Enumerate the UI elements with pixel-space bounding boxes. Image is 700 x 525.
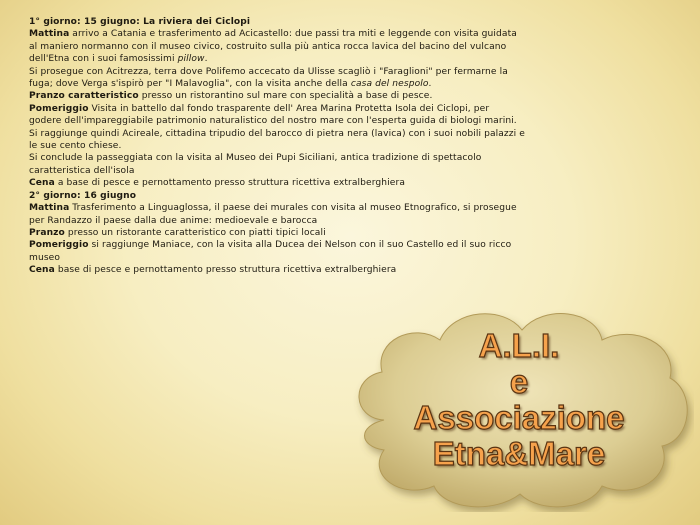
day1-dinner-label: Cena	[29, 178, 55, 189]
day1-morning-line	[29, 28, 605, 40]
day1-lunch-text: presso un ristorantino sul mare con specialità a base di pesce.	[138, 91, 433, 102]
day1-morning-line-3	[29, 53, 605, 65]
day2-header: 2° giorno: 16 giugno	[29, 190, 137, 201]
cloud-line-etna-mare: Etna&Mare	[432, 435, 606, 472]
day1-morning-text-3b: .	[204, 54, 208, 65]
day1-afternoon-text-5: Si conclude la passeggiata con la visita al Museo dei Pupi Siciliani, antica tradizione di spettacolo	[29, 153, 482, 164]
day2-afternoon-text-1: si raggiunge Maniace, con la visita alla Ducea dei Nelson con il suo Castello ed il suo ricco	[88, 240, 512, 251]
day2-dinner-line	[29, 264, 605, 276]
day1-dinner-text: a base di pesce e pernottamento presso struttura ricettiva extralberghiera	[54, 178, 405, 189]
day2-lunch-text: presso un ristorante caratteristico con piatti tipici locali	[64, 227, 326, 238]
day2-morning-line	[29, 202, 605, 214]
organizer-cloud	[344, 300, 694, 512]
day2-dinner-label: Cena	[29, 265, 55, 276]
day2-afternoon-text-2: museo	[29, 252, 61, 263]
day1-afternoon-line	[29, 103, 605, 115]
day2-afternoon-line	[29, 239, 605, 251]
day1-casa-del-nespolo: casa del nespolo	[350, 79, 429, 90]
day1-lunch-label: Pranzo caratteristico	[29, 91, 139, 102]
day2-lunch-line	[29, 227, 605, 239]
day1-morning-text-4: Si prosegue con Acitrezza, terra dove Polifemo accecato da Ulisse scagliò i "Faraglioni" per fermarne la	[29, 66, 508, 77]
day1-morning-text-5a: fuga; dove Verga s'ispirò per "I Malavoglia", con la visita anche della	[29, 79, 351, 90]
cloud-line-ali: A.L.I.	[478, 327, 560, 364]
cloud-line-e: e	[509, 363, 529, 400]
day1-afternoon-text-4: le sue cento chiese.	[29, 141, 122, 152]
day2-lunch-label: Pranzo	[29, 227, 65, 238]
day1-afternoon-text-1: Visita in battello dal fondo trasparente dell' Area Marina Protetta Isola dei Ciclopi, per	[88, 103, 490, 114]
day1-lunch-line	[29, 90, 605, 102]
itinerary-text	[29, 16, 605, 277]
day2-morning-label: Mattina	[29, 203, 70, 214]
day1-header: 1° giorno: 15 giugno: La riviera dei Ciclopi	[29, 17, 251, 27]
day2-afternoon-label: Pomeriggio	[29, 240, 89, 251]
day2-morning-text-1: Trasferimento a Linguaglossa, il paese dei murales con visita al museo Etnografico, si prosegue	[69, 203, 517, 214]
day1-dinner-line	[29, 177, 605, 189]
day1-morning-text-3a: dell'Etna con i suoi famosissimi	[29, 54, 178, 65]
cloud-line-associazione: Associazione	[413, 399, 625, 436]
day1-afternoon-text-3: Si raggiunge quindi Acireale, cittadina tripudio del barocco di pietra nera (lavica) con i suoi nobili palazzi e	[29, 128, 525, 139]
day1-morning-label: Mattina	[29, 29, 70, 40]
day1-morning-line-5	[29, 78, 605, 90]
day1-afternoon-text-2: godere dell'impareggiabile patrimonio naturalistico del nostro mare con l'esperta guida di biologi marini.	[29, 116, 517, 127]
day1-morning-text-5b: .	[428, 79, 432, 90]
day1-afternoon-text-6: caratteristica dell'isola	[29, 165, 135, 176]
day1-morning-text-1: arrivo a Catania e trasferimento ad Acicastello: due passi tra miti e leggende con visita guidata	[69, 29, 517, 40]
day1-pillow-term: pillow	[177, 54, 205, 65]
day1-afternoon-label: Pomeriggio	[29, 103, 89, 114]
day1-morning-text-2: al maniero normanno con il museo civico, costruito sulla più antica rocca lavica del bacino del vulcano	[29, 41, 507, 52]
day2-dinner-text: base di pesce e pernottamento presso struttura ricettiva extralberghiera	[54, 265, 397, 276]
day2-morning-text-2: per Randazzo il paese dalla due anime: medioevale e barocca	[29, 215, 318, 226]
cloud-title	[344, 328, 694, 472]
